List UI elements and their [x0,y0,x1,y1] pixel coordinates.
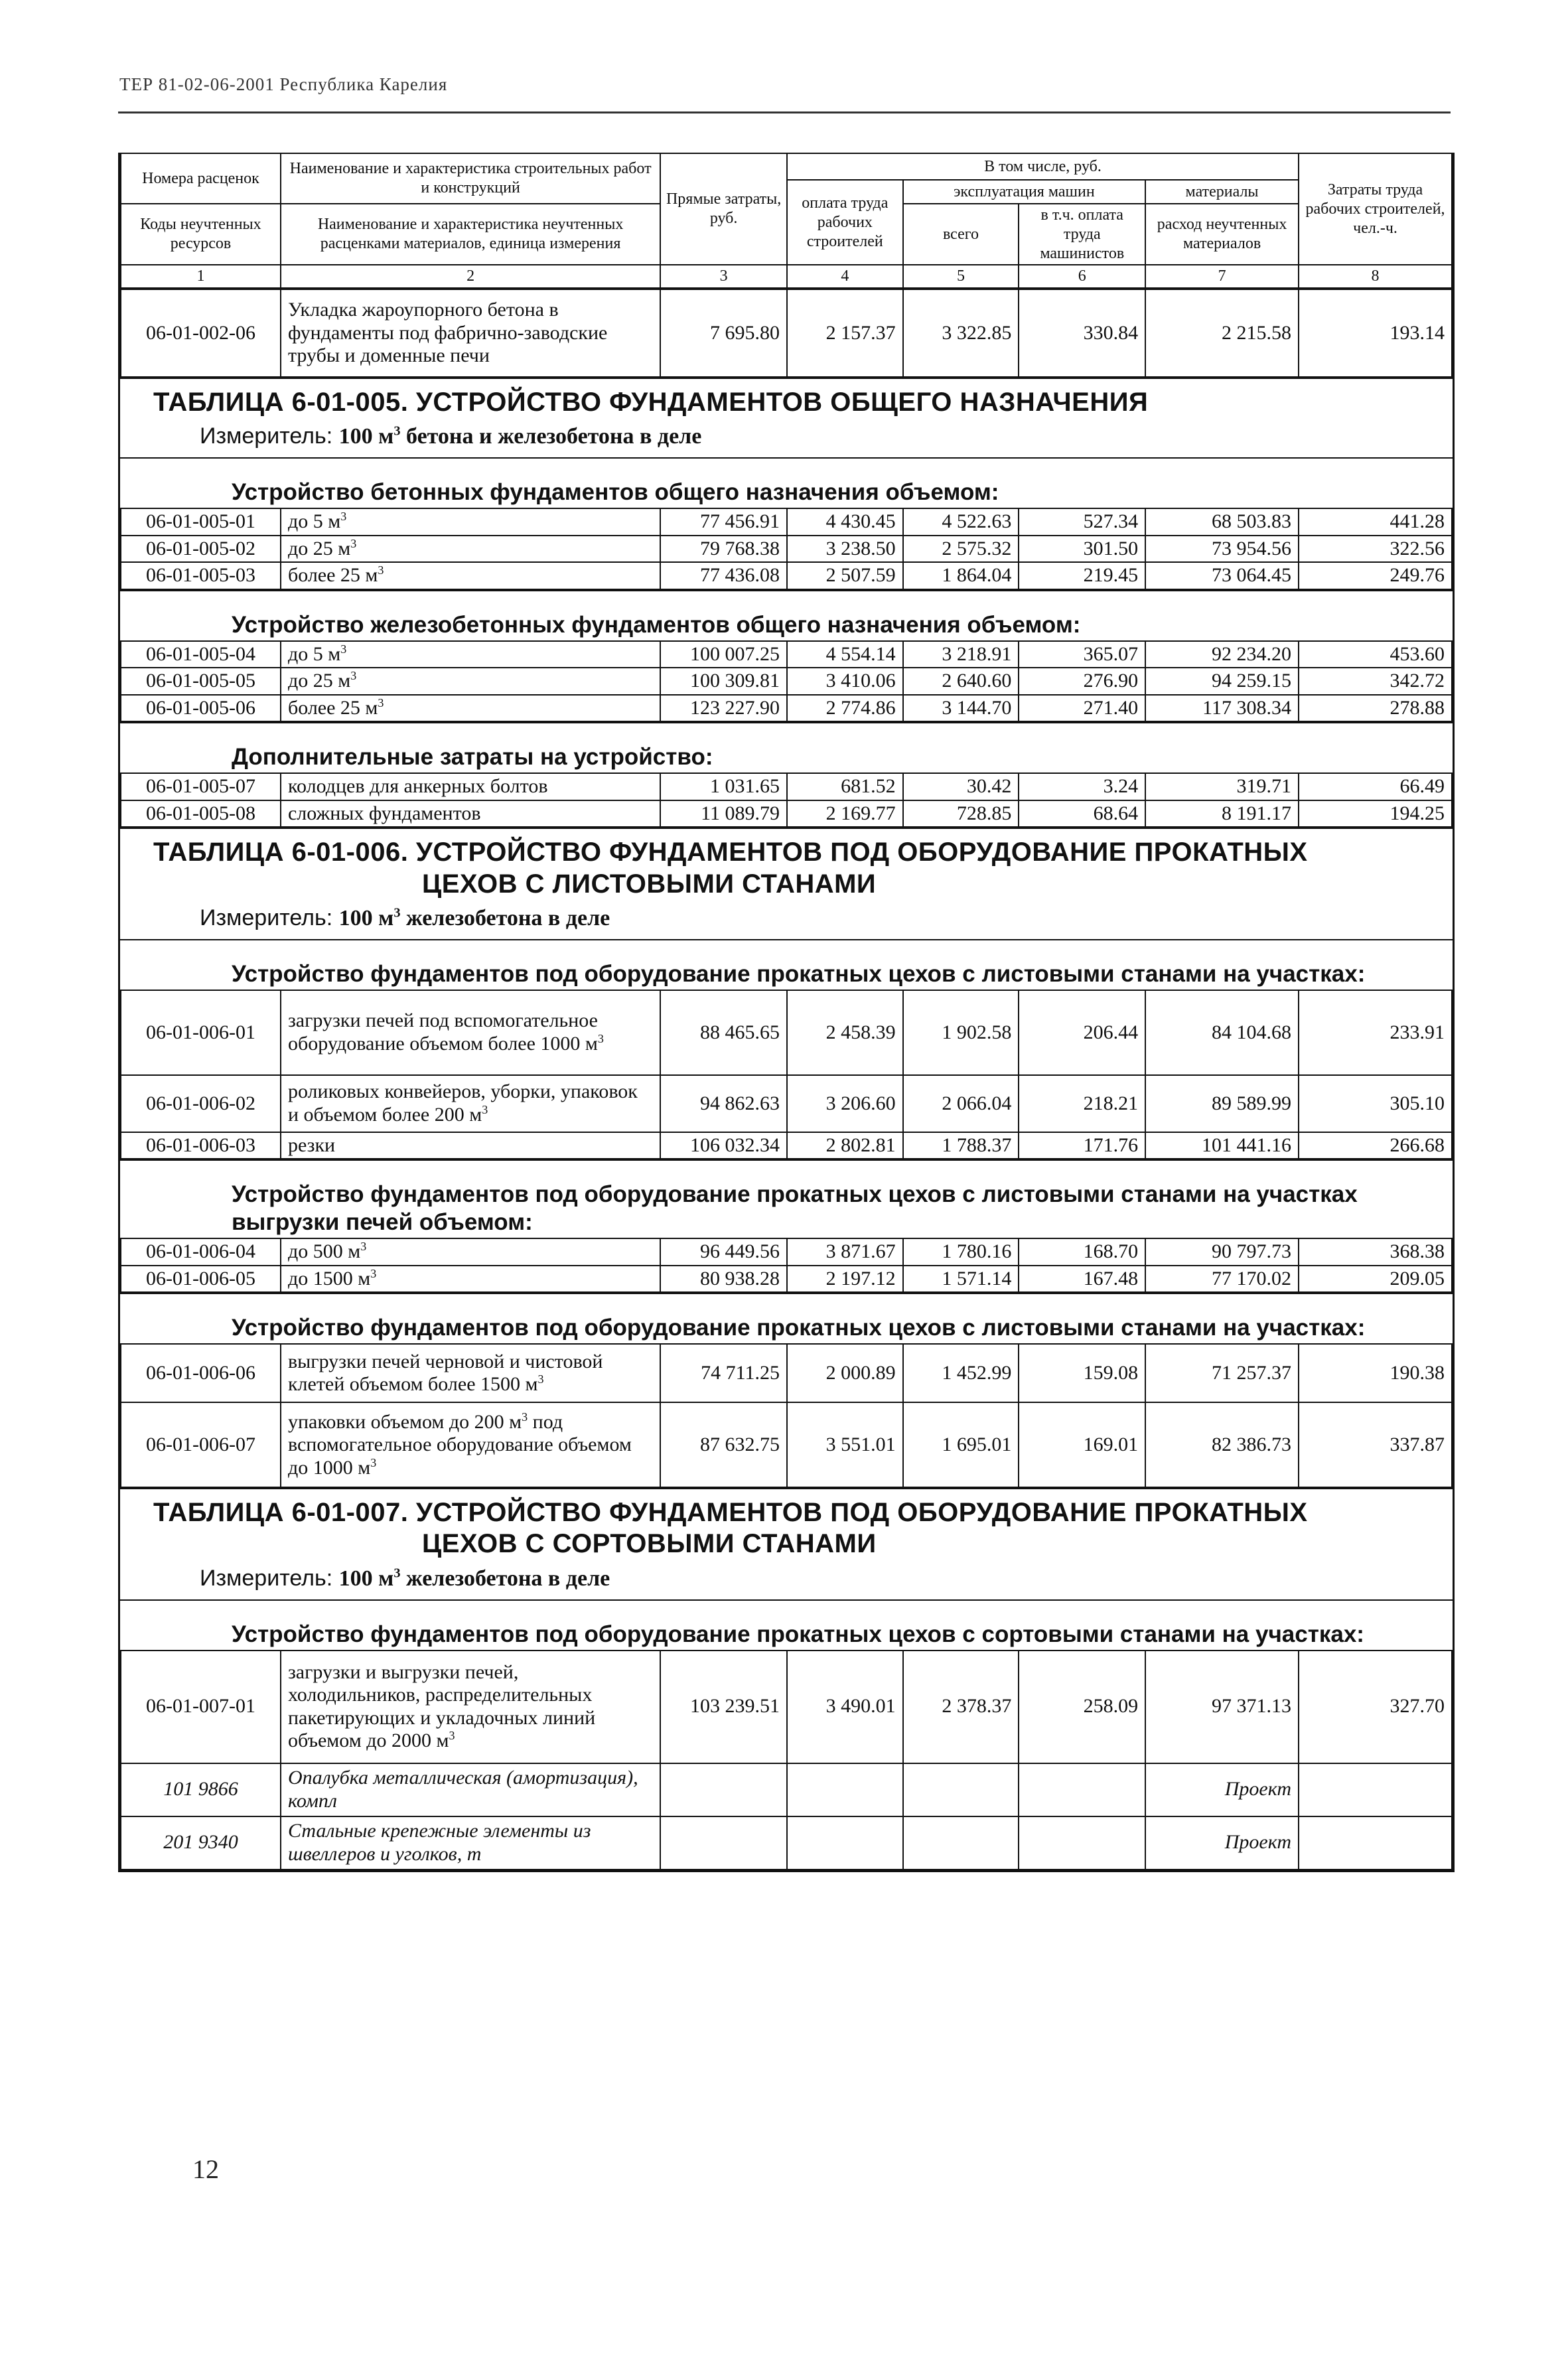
rate-code: 06-01-005-08 [121,800,281,828]
col-num: 4 [787,265,903,288]
rate-code: 06-01-005-02 [121,536,281,563]
resource-description: Опалубка металлическая (амортизация), компл [281,1763,660,1816]
machines-operators: 365.07 [1019,641,1145,668]
direct-costs: 77 456.91 [660,508,787,536]
direct-costs: 77 436.08 [660,562,787,589]
price-table [118,153,1455,1872]
machines-operators: 167.48 [1019,1266,1145,1293]
rate-code: 06-01-006-04 [121,1238,281,1266]
machines-operators: 159.08 [1019,1344,1145,1402]
labor-pay: 3 551.01 [787,1402,903,1487]
materials: 77 170.02 [1145,1266,1299,1293]
header-resource-code: Коды неучтенных ресурсов [121,204,281,265]
labor-pay: 4 430.45 [787,508,903,536]
labor-costs: 194.25 [1299,800,1452,828]
rate-description: более 25 $м^3$ [281,562,660,589]
header-work-name: Наименование и характеристика строительных работ и конструкций [281,153,660,204]
table-007-measure: Измеритель: 100 $м^3$ железобетона в деле [200,1565,610,1591]
group-heading: Устройство фундаментов под оборудование прокатных цехов с сортовыми станами на участках: [120,1599,1453,1650]
labor-costs: 368.38 [1299,1238,1452,1266]
group-heading: Устройство железобетонных фундаментов общего назначения объемом: [120,590,1453,640]
resource-row [121,1763,1452,1816]
direct-costs: 79 768.38 [660,536,787,563]
labor-pay: 4 554.14 [787,641,903,668]
empty-cell [1019,1763,1145,1816]
table-row [121,990,1452,1075]
table-row [121,1132,1452,1159]
rate-description: до 5 $м^3$ [281,508,660,536]
machines-total: 1 695.01 [903,1402,1019,1487]
table-row [121,1402,1452,1487]
machines-total: 1 864.04 [903,562,1019,589]
materials: 71 257.37 [1145,1344,1299,1402]
group-heading: Устройство фундаментов под оборудование прокатных цехов с листовыми станами на участках выгрузки печей объемом: [120,1159,1453,1238]
table-007-heading [120,1488,1453,1599]
rate-code: 06-01-006-02 [121,1075,281,1132]
labor-costs: 266.68 [1299,1132,1452,1159]
labor-costs: 278.88 [1299,695,1452,722]
machines-total: 3 144.70 [903,695,1019,722]
empty-cell [787,1763,903,1816]
group-heading: Устройство бетонных фундаментов общего назначения объемом: [120,457,1453,508]
labor-costs: 453.60 [1299,641,1452,668]
rate-code: 06-01-005-07 [121,773,281,800]
labor-costs: 209.05 [1299,1266,1452,1293]
rate-code: 06-01-005-04 [121,641,281,668]
machines-operators: 271.40 [1019,695,1145,722]
materials: 101 441.16 [1145,1132,1299,1159]
machines-operators: 527.34 [1019,508,1145,536]
table-row [121,508,1452,536]
machines-total: 2 378.37 [903,1651,1019,1763]
rate-code: 06-01-006-06 [121,1344,281,1402]
labor-pay: 3 206.60 [787,1075,903,1132]
header-machines-total: всего [903,204,1019,265]
table-row [121,289,1452,377]
labor-costs: 337.87 [1299,1402,1452,1487]
table-row [121,773,1452,800]
rate-description: до 500 $м^3$ [281,1238,660,1266]
machines-total: 3 322.85 [903,289,1019,377]
labor-pay: 2 507.59 [787,562,903,589]
column-header [120,153,1453,289]
group-heading: Дополнительные затраты на устройство: [120,722,1453,772]
group-heading: Устройство фундаментов под оборудование прокатных цехов с листовыми станами на участках: [120,1293,1453,1343]
running-head: ТЕР 81-02-06-2001 Республика Карелия [119,74,448,94]
machines-operators: 169.01 [1019,1402,1145,1487]
labor-pay: 3 490.01 [787,1651,903,1763]
group-heading: Устройство фундаментов под оборудование прокатных цехов с листовыми станами на участках: [120,939,1453,990]
table-row [121,1344,1452,1402]
col-num: 7 [1145,265,1299,288]
direct-costs: 87 632.75 [660,1402,787,1487]
machines-total: 1 788.37 [903,1132,1019,1159]
machines-operators: 219.45 [1019,562,1145,589]
machines-operators: 276.90 [1019,668,1145,695]
labor-pay: 2 774.86 [787,695,903,722]
table-007-title: ТАБЛИЦА 6-01-007. УСТРОЙСТВО ФУНДАМЕНТОВ ПОД ОБОРУДОВАНИЕ ПРОКАТНЫХ ЦЕХОВ С СОРТОВЫМИ СТАНАМИ [153,1498,1308,1559]
rate-code: 06-01-006-05 [121,1266,281,1293]
empty-cell [1299,1816,1452,1870]
materials: 89 589.99 [1145,1075,1299,1132]
rate-description: до 25 $м^3$ [281,536,660,563]
machines-operators: 206.44 [1019,990,1145,1075]
machines-operators: 258.09 [1019,1651,1145,1763]
machines-operators: 218.21 [1019,1075,1145,1132]
column-numbers-row [121,265,1452,288]
table-row [121,536,1452,563]
empty-cell [660,1816,787,1870]
table-005-title: ТАБЛИЦА 6-01-005. УСТРОЙСТВО ФУНДАМЕНТОВ ОБЩЕГО НАЗНАЧЕНИЯ [153,388,1149,417]
labor-costs: 193.14 [1299,289,1452,377]
labor-pay: 2 157.37 [787,289,903,377]
machines-total: 30.42 [903,773,1019,800]
header-direct-costs: Прямые затраты, руб. [660,153,787,265]
table-row [121,695,1452,722]
rate-description: выгрузки печей черновой и чистовой клетей объемом более 1500 $м^3$ [281,1344,660,1402]
materials: 82 386.73 [1145,1402,1299,1487]
rate-description: до 25 $м^3$ [281,668,660,695]
labor-costs: 441.28 [1299,508,1452,536]
rate-description: до 1500 $м^3$ [281,1266,660,1293]
rate-description: колодцев для анкерных болтов [281,773,660,800]
rate-description: загрузки и выгрузки печей, холодильников, распределительных пакетирующих и укладочных линий объемом до 2000 $м^3$ [281,1651,660,1763]
table-005-measure: Измеритель: 100 $м^3$ бетона и железобетона в деле [200,423,702,449]
empty-cell [903,1816,1019,1870]
header-labor-pay: оплата труда рабочих строителей [787,180,903,265]
table-006-measure: Измеритель: 100 $м^3$ железобетона в деле [200,905,610,930]
table-row [121,641,1452,668]
table-006-title: ТАБЛИЦА 6-01-006. УСТРОЙСТВО ФУНДАМЕНТОВ ПОД ОБОРУДОВАНИЕ ПРОКАТНЫХ ЦЕХОВ С ЛИСТОВЫМИ СТАНАМИ [153,838,1308,899]
labor-pay: 3 238.50 [787,536,903,563]
header-machines-operators: в т.ч. оплата труда машинистов [1019,204,1145,265]
rate-code: 06-01-005-06 [121,695,281,722]
labor-costs: 249.76 [1299,562,1452,589]
materials: 94 259.15 [1145,668,1299,695]
labor-costs: 342.72 [1299,668,1452,695]
rate-description: роликовых конвейеров, уборки, упаковок и объемом более 200 $м^3$ [281,1075,660,1132]
machines-total: 728.85 [903,800,1019,828]
table-row [121,562,1452,589]
direct-costs: 88 465.65 [660,990,787,1075]
rate-description: резки [281,1132,660,1159]
table-row [121,1266,1452,1293]
labor-pay: 2 197.12 [787,1266,903,1293]
col-num: 2 [281,265,660,288]
labor-costs: 305.10 [1299,1075,1452,1132]
materials: 68 503.83 [1145,508,1299,536]
materials: 73 064.45 [1145,562,1299,589]
labor-costs: 322.56 [1299,536,1452,563]
header-materials-consumption: расход неучтенных материалов [1145,204,1299,265]
machines-operators: 171.76 [1019,1132,1145,1159]
rate-code: 06-01-002-06 [121,289,281,377]
empty-cell [1299,1763,1452,1816]
table-row [121,1238,1452,1266]
rate-description: более 25 $м^3$ [281,695,660,722]
materials: 90 797.73 [1145,1238,1299,1266]
rate-code: 06-01-005-03 [121,562,281,589]
direct-costs: 94 862.63 [660,1075,787,1132]
materials: 319.71 [1145,773,1299,800]
col-num: 8 [1299,265,1452,288]
direct-costs: 1 031.65 [660,773,787,800]
machines-total: 2 640.60 [903,668,1019,695]
header-material-name: Наименование и характеристика неучтенных расценками материалов, единица измерения [281,204,660,265]
header-including: В том числе, руб. [787,153,1299,180]
resource-row [121,1816,1452,1870]
resource-quantity: Проект [1145,1763,1299,1816]
resource-code: 101 9866 [121,1763,281,1816]
rate-description: загрузки печей под вспомогательное оборудование объемом более 1000 $м^3$ [281,990,660,1075]
resource-description: Стальные крепежные элементы из швеллеров и уголков, т [281,1816,660,1870]
labor-pay: 2 000.89 [787,1344,903,1402]
materials: 2 215.58 [1145,289,1299,377]
direct-costs: 103 239.51 [660,1651,787,1763]
rate-code: 06-01-005-05 [121,668,281,695]
header-machines: эксплуатация машин [903,180,1145,204]
empty-cell [787,1816,903,1870]
col-num: 1 [121,265,281,288]
machines-total: 1 780.16 [903,1238,1019,1266]
col-num: 6 [1019,265,1145,288]
labor-costs: 327.70 [1299,1651,1452,1763]
direct-costs: 106 032.34 [660,1132,787,1159]
table-row [121,1075,1452,1132]
direct-costs: 74 711.25 [660,1344,787,1402]
direct-costs: 80 938.28 [660,1266,787,1293]
labor-pay: 2 802.81 [787,1132,903,1159]
machines-total: 3 218.91 [903,641,1019,668]
labor-pay: 3 410.06 [787,668,903,695]
table-005-heading [120,378,1453,457]
header-materials: материалы [1145,180,1299,204]
machines-total: 2 066.04 [903,1075,1019,1132]
materials: 84 104.68 [1145,990,1299,1075]
table-row [121,668,1452,695]
materials: 97 371.13 [1145,1651,1299,1763]
labor-pay: 681.52 [787,773,903,800]
direct-costs: 7 695.80 [660,289,787,377]
empty-cell [660,1763,787,1816]
rate-code: 06-01-006-01 [121,990,281,1075]
rate-description: Укладка жароупорного бетона в фундаменты под фабрично-заводские трубы и доменные печи [281,289,660,377]
labor-pay: 2 458.39 [787,990,903,1075]
materials: 8 191.17 [1145,800,1299,828]
labor-pay: 3 871.67 [787,1238,903,1266]
labor-pay: 2 169.77 [787,800,903,828]
materials: 117 308.34 [1145,695,1299,722]
header-labor-costs: Затраты труда рабочих строителей, чел.-ч. [1299,153,1452,265]
direct-costs: 123 227.90 [660,695,787,722]
rate-description: упаковки объемом до 200 $м^3$ под вспомогательное оборудование объемом до 1000 $м^3$ [281,1402,660,1487]
empty-cell [903,1763,1019,1816]
header-rule [118,111,1451,113]
machines-total: 1 571.14 [903,1266,1019,1293]
empty-cell [1019,1816,1145,1870]
rate-code: 06-01-005-01 [121,508,281,536]
labor-costs: 190.38 [1299,1344,1452,1402]
labor-costs: 66.49 [1299,773,1452,800]
machines-operators: 330.84 [1019,289,1145,377]
machines-total: 1 452.99 [903,1344,1019,1402]
table-row [121,1651,1452,1763]
rate-code: 06-01-006-03 [121,1132,281,1159]
col-num: 3 [660,265,787,288]
machines-total: 4 522.63 [903,508,1019,536]
machines-total: 2 575.32 [903,536,1019,563]
rate-description: до 5 $м^3$ [281,641,660,668]
rate-code: 06-01-006-07 [121,1402,281,1487]
machines-operators: 301.50 [1019,536,1145,563]
machines-operators: 68.64 [1019,800,1145,828]
materials: 73 954.56 [1145,536,1299,563]
page-number: 12 [192,2154,219,2184]
resource-code: 201 9340 [121,1816,281,1870]
machines-operators: 168.70 [1019,1238,1145,1266]
direct-costs: 100 309.81 [660,668,787,695]
rate-description: сложных фундаментов [281,800,660,828]
direct-costs: 100 007.25 [660,641,787,668]
table-006-heading [120,828,1453,938]
machines-operators: 3.24 [1019,773,1145,800]
header-rate-number: Номера расценок [121,153,281,204]
rate-code: 06-01-007-01 [121,1651,281,1763]
col-num: 5 [903,265,1019,288]
materials: 92 234.20 [1145,641,1299,668]
labor-costs: 233.91 [1299,990,1452,1075]
resource-quantity: Проект [1145,1816,1299,1870]
direct-costs: 96 449.56 [660,1238,787,1266]
table-row [121,800,1452,828]
direct-costs: 11 089.79 [660,800,787,828]
machines-total: 1 902.58 [903,990,1019,1075]
